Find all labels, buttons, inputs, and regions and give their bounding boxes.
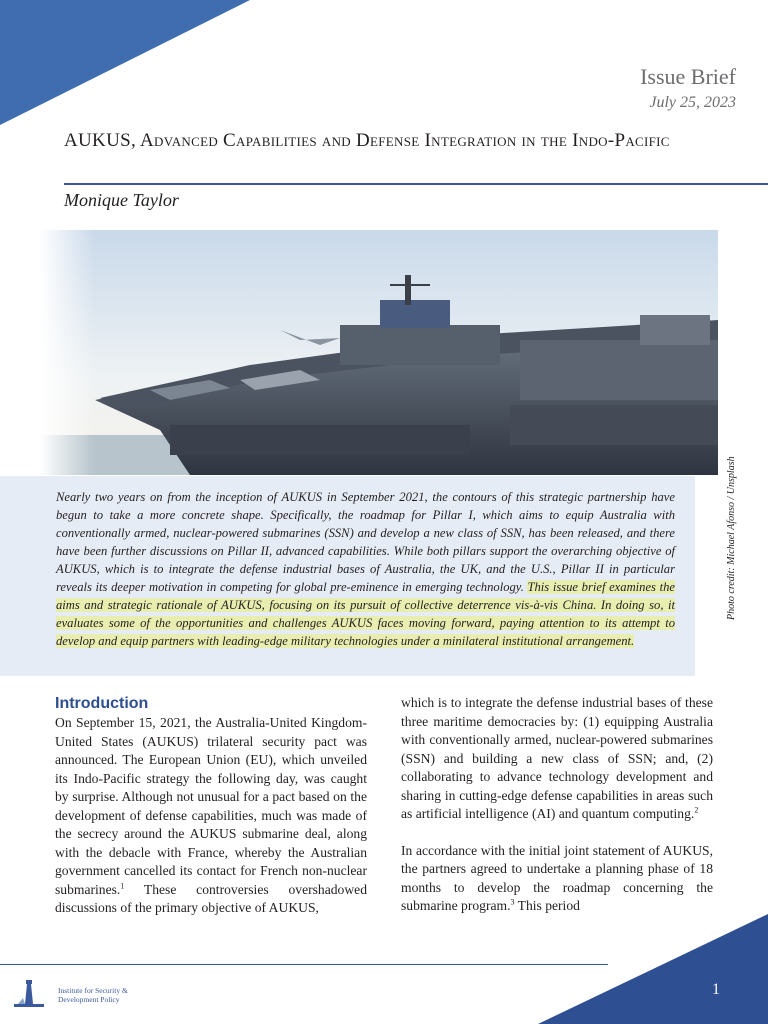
body-column-left <box>55 694 367 918</box>
title-divider <box>64 183 768 185</box>
footer-divider <box>0 964 608 965</box>
intro-paragraph-3-tail: This period <box>514 898 580 913</box>
intro-paragraph-1-tail: These controversies overshadowed discussions of the primary objective of AUKUS, <box>55 881 367 915</box>
abstract-text <box>56 488 675 650</box>
intro-paragraph-2-text: which is to integrate the defense industrial bases of these three maritime democracies by: (1) equipping Australia with conventionally armed, nuclear-powered submarines (SSN) and building a new class of SSN; and, (2) collaborating to advance technology development and sharing in cutting-edge defense capabilities in areas such as artificial intelligence (AI) and quantum computing. <box>401 695 713 821</box>
intro-paragraph-3 <box>401 842 713 916</box>
intro-paragraph-1 <box>55 714 367 918</box>
photo-credit: Photo credit: Michael Afonso / Unsplash <box>726 456 737 620</box>
corner-triangle-bottom-right <box>538 914 768 1024</box>
footnote-ref-2[interactable]: 2 <box>694 805 699 815</box>
abstract-box <box>0 476 695 676</box>
body-column-right <box>401 694 713 916</box>
abstract-highlight: This issue brief examines the aims and strategic rationale of AUKUS, focusing on its pursuit of collective deterrence vis-à-vis China. In doing so, it evaluates some of the opportunities and challenges AUKUS faces moving forward, paying attention to its attempt to develop and equip partners with leading-edge military technologies under a minilateral institutional arrangement. <box>56 580 675 648</box>
issue-brief-label: Issue Brief <box>640 64 736 89</box>
footnote-ref-1[interactable]: 1 <box>120 880 125 890</box>
section-heading-introduction: Introduction <box>55 695 149 712</box>
aircraft-carrier-photo <box>40 230 718 475</box>
abstract-plain: Nearly two years on from the inception of AUKUS in September 2021, the contours of this strategic partnership have begun to take a more concrete shape. Specifically, the roadmap for Pillar I, which aims to equip Australia with conventionally armed, nuclear-powered submarines (SSN) and develop a new class of SSN, has been released, and there have been further discussions on Pillar II, advanced capabilities. While both pillars support the overarching objective of AUKUS, which is to integrate the defense industrial bases of Australia, the UK, and the U.S., Pillar II in particular reveals its deeper motivation in competing for global pre-eminence in emerging technology. <box>56 490 675 594</box>
footer-org-line-2: Development Policy <box>58 995 120 1004</box>
corner-triangle-top-left <box>0 0 250 125</box>
intro-paragraph-3-text: In accordance with the initial joint statement of AUKUS, the partners agreed to undertake a planning phase of 18 months to develop the roadmap concerning the submarine program. <box>401 842 713 913</box>
author-name: Monique Taylor <box>64 190 179 210</box>
page-number: 1 <box>712 981 720 998</box>
footer-org-line-1: Institute for Security & <box>58 986 128 995</box>
page-title: AUKUS, Advanced Capabilities and Defense Integration in the Indo-Pacific <box>64 130 670 151</box>
issue-date: July 25, 2023 <box>649 94 736 111</box>
footnote-ref-3[interactable]: 3 <box>510 897 515 907</box>
footer-org-name <box>58 986 128 1004</box>
intro-paragraph-2 <box>401 694 713 824</box>
isdp-lighthouse-logo-icon <box>14 978 44 1008</box>
intro-paragraph-1-text: On September 15, 2021, the Australia-United Kingdom-United States (AUKUS) trilateral security pact was announced. The European Union (EU), which unveiled its Indo-Pacific strategy the following day, was caught by surprise. Although not unusual for a pact based on the development of defense capabilities, much was made of the secrecy around the AUKUS submarine deal, along with the debacle with France, whereby the Australian government cancelled its contact for French non-nuclear submarines. <box>55 715 367 897</box>
